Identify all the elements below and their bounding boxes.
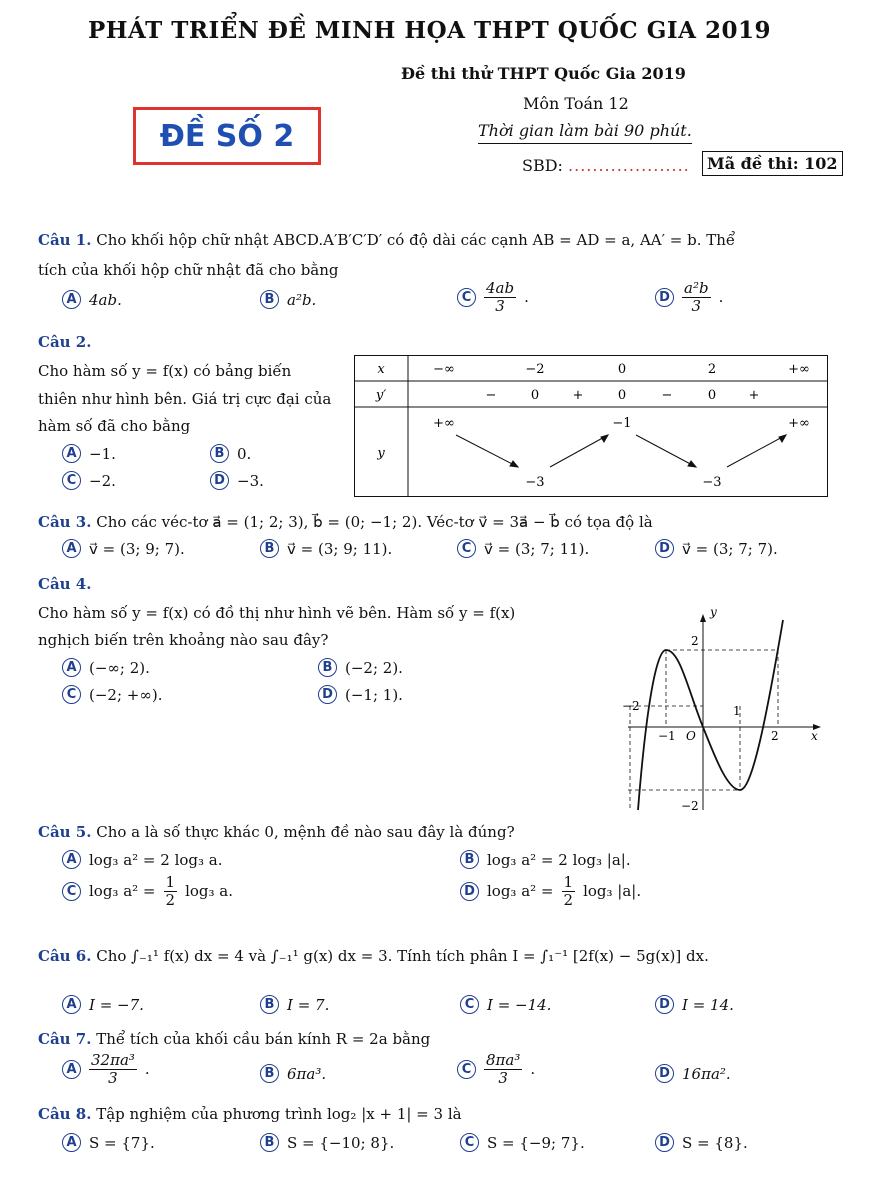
question-1-text-2: tích của khối hộp chữ nhật đã cho bằng bbox=[38, 261, 339, 279]
option-c-icon: C bbox=[460, 1133, 479, 1152]
sbd-label: SBD: .................... bbox=[522, 156, 690, 175]
function-graph bbox=[618, 600, 828, 815]
option-d-icon: D bbox=[655, 1133, 674, 1152]
variation-table bbox=[354, 355, 829, 498]
graph-y-axis-label: y bbox=[710, 605, 717, 619]
q5-option-d[interactable]: D log₃ a² = $\frac{1}{2}$ log₃ |a|. bbox=[460, 874, 641, 908]
time-line: Thời gian làm bài 90 phút. bbox=[478, 121, 692, 144]
graph-origin-label: O bbox=[686, 729, 696, 743]
option-a-icon: A bbox=[62, 290, 81, 309]
table-y-label: y bbox=[377, 446, 385, 461]
option-d-icon: D bbox=[655, 995, 674, 1014]
question-1-text: Câu 1. Cho khối hộp chữ nhật ABCD.A′B′C′D′ có độ dài các cạnh AB = AD = a, AA′ = b. Thể bbox=[38, 231, 736, 249]
q1-option-c[interactable]: C $\frac{4ab}{3}$ . bbox=[457, 280, 529, 314]
q4-option-b[interactable]: B (−2; 2). bbox=[318, 658, 403, 677]
question-7-text: Câu 7. Thể tích của khối cầu bán kính R = 2a bằng bbox=[38, 1030, 431, 1048]
q7-option-b[interactable]: B 6πa³. bbox=[260, 1064, 326, 1083]
q4-option-c[interactable]: C (−2; +∞). bbox=[62, 685, 162, 704]
q2-option-c[interactable]: C −2. bbox=[62, 471, 116, 490]
graph-label: 2 bbox=[691, 634, 699, 648]
option-b-icon: B bbox=[260, 1064, 279, 1083]
q2-option-b[interactable]: B 0. bbox=[210, 444, 251, 463]
table-sign: − bbox=[485, 388, 497, 403]
table-arrows bbox=[456, 435, 786, 467]
option-c-icon: C bbox=[62, 685, 81, 704]
option-a-icon: A bbox=[62, 658, 81, 677]
option-d-icon: D bbox=[460, 882, 479, 901]
option-a-icon: A bbox=[62, 539, 81, 558]
exam-line: Đề thi thử THPT Quốc Gia 2019 bbox=[401, 64, 686, 83]
table-x-val: +∞ bbox=[788, 362, 810, 377]
q1-option-a[interactable]: A 4ab. bbox=[62, 290, 122, 309]
q1-option-d[interactable]: D $\frac{\text{a²b}}{3}$ . bbox=[655, 280, 723, 314]
table-y-val: −3 bbox=[525, 475, 545, 490]
table-x-val: 2 bbox=[707, 362, 717, 377]
table-yprime-label: y′ bbox=[375, 388, 387, 403]
question-4-label: Câu 4. bbox=[38, 575, 92, 593]
graph-label: 2 bbox=[771, 729, 779, 743]
graph-curve bbox=[638, 620, 783, 810]
option-b-icon: B bbox=[260, 539, 279, 558]
q5-option-c[interactable]: C log₃ a² = $\frac{1}{2}$ log₃ a. bbox=[62, 874, 233, 908]
table-x-val: 0 bbox=[617, 362, 627, 377]
question-8-text: Câu 8. Tập nghiệm của phương trình log₂ |x + 1| = 3 là bbox=[38, 1105, 462, 1123]
option-b-icon: B bbox=[260, 1133, 279, 1152]
option-d-icon: D bbox=[655, 1064, 674, 1083]
graph-label: 1 bbox=[733, 704, 741, 718]
q3-option-c[interactable]: C v⃗ = (3; 7; 11). bbox=[457, 539, 589, 558]
option-d-icon: D bbox=[318, 685, 337, 704]
table-y-val: +∞ bbox=[788, 416, 810, 431]
option-b-icon: B bbox=[210, 444, 229, 463]
q4-option-a[interactable]: A (−∞; 2). bbox=[62, 658, 150, 677]
q3-option-d[interactable]: D v⃗ = (3; 7; 7). bbox=[655, 539, 778, 558]
table-y-val: −1 bbox=[612, 416, 632, 431]
table-sign: + bbox=[572, 388, 584, 403]
table-y-val: +∞ bbox=[433, 416, 455, 431]
option-a-icon: A bbox=[62, 850, 81, 869]
table-x-val: −2 bbox=[525, 362, 545, 377]
table-x-label: x bbox=[377, 362, 385, 377]
option-a-icon: A bbox=[62, 1133, 81, 1152]
table-x-val: −∞ bbox=[433, 362, 455, 377]
table-sign: 0 bbox=[707, 388, 717, 403]
table-sign: 0 bbox=[617, 388, 627, 403]
de-so-box: ĐỀ SỐ 2 bbox=[133, 107, 321, 165]
option-b-icon: B bbox=[260, 290, 279, 309]
q2-option-a[interactable]: A −1. bbox=[62, 444, 116, 463]
table-sign: + bbox=[748, 388, 760, 403]
question-2-text-1: Cho hàm số y = f(x) có bảng biến bbox=[38, 362, 292, 380]
graph-label: −2 bbox=[681, 799, 699, 813]
q2-option-d[interactable]: D −3. bbox=[210, 471, 264, 490]
q3-option-b[interactable]: B v⃗ = (3; 9; 11). bbox=[260, 539, 392, 558]
q7-option-d[interactable]: D 16πa². bbox=[655, 1064, 731, 1083]
q8-option-d[interactable]: D S = {8}. bbox=[655, 1133, 748, 1152]
option-c-icon: C bbox=[457, 1060, 476, 1079]
q5-option-b[interactable]: B log₃ a² = 2 log₃ |a|. bbox=[460, 850, 631, 869]
q8-option-a[interactable]: A S = {7}. bbox=[62, 1133, 155, 1152]
q6-option-c[interactable]: C I = −14. bbox=[460, 995, 551, 1014]
option-c-icon: C bbox=[457, 539, 476, 558]
q4-option-d[interactable]: D (−1; 1). bbox=[318, 685, 403, 704]
q5-option-a[interactable]: A log₃ a² = 2 log₃ a. bbox=[62, 850, 223, 869]
option-c-icon: C bbox=[62, 471, 81, 490]
option-d-icon: D bbox=[655, 539, 674, 558]
q6-option-d[interactable]: D I = 14. bbox=[655, 995, 734, 1014]
q3-option-a[interactable]: A v⃗ = (3; 9; 7). bbox=[62, 539, 185, 558]
question-6-text: Câu 6. Cho ∫₋₁¹ f(x) dx = 4 và ∫₋₁¹ g(x) dx = 3. Tính tích phân I = ∫₁⁻¹ [2f(x) − 5g(x)] dx. bbox=[38, 947, 709, 965]
option-b-icon: B bbox=[318, 658, 337, 677]
question-5-text: Câu 5. Cho a là số thực khác 0, mệnh đề nào sau đây là đúng? bbox=[38, 823, 515, 841]
page-title: PHÁT TRIỂN ĐỀ MINH HỌA THPT QUỐC GIA 2019 bbox=[88, 17, 771, 44]
table-sign: 0 bbox=[530, 388, 540, 403]
table-sign: − bbox=[661, 388, 673, 403]
q6-option-b[interactable]: B I = 7. bbox=[260, 995, 329, 1014]
option-a-icon: A bbox=[62, 1060, 81, 1079]
q1-option-b[interactable]: B a²b. bbox=[260, 290, 316, 309]
option-d-icon: D bbox=[655, 288, 674, 307]
question-2-text-3: hàm số đã cho bằng bbox=[38, 417, 191, 435]
option-b-icon: B bbox=[260, 995, 279, 1014]
exam-code-box: Mã đề thi: 102 bbox=[702, 151, 843, 176]
option-c-icon: C bbox=[460, 995, 479, 1014]
q7-option-c[interactable]: C $\frac{\text{8πa³}}{3}$ . bbox=[457, 1052, 535, 1086]
option-a-icon: A bbox=[62, 995, 81, 1014]
option-c-icon: C bbox=[457, 288, 476, 307]
table-y-val: −3 bbox=[702, 475, 722, 490]
graph-x-axis-label: x bbox=[811, 729, 818, 743]
graph-label: −1 bbox=[658, 729, 676, 743]
option-b-icon: B bbox=[460, 850, 479, 869]
question-2-text-2: thiên như hình bên. Giá trị cực đại của bbox=[38, 390, 332, 408]
option-c-icon: C bbox=[62, 882, 81, 901]
graph-label: −2 bbox=[622, 699, 640, 713]
question-4-text-1: Cho hàm số y = f(x) có đồ thị như hình vẽ bên. Hàm số y = f(x) bbox=[38, 604, 516, 622]
option-d-icon: D bbox=[210, 471, 229, 490]
question-3-text: Câu 3. Cho các véc-tơ a⃗ = (1; 2; 3), b⃗ = (0; −1; 2). Véc-tơ v⃗ = 3a⃗ − b⃗ có tọa độ là bbox=[38, 513, 653, 531]
subject-line: Môn Toán 12 bbox=[523, 94, 629, 113]
q7-option-a[interactable]: A $\frac{\text{32πa³}}{3}$ . bbox=[62, 1052, 150, 1086]
question-2-label: Câu 2. bbox=[38, 333, 92, 351]
option-a-icon: A bbox=[62, 444, 81, 463]
q6-option-a[interactable]: A I = −7. bbox=[62, 995, 144, 1014]
q8-option-c[interactable]: C S = {−9; 7}. bbox=[460, 1133, 585, 1152]
q8-option-b[interactable]: B S = {−10; 8}. bbox=[260, 1133, 394, 1152]
question-4-text-2: nghịch biến trên khoảng nào sau đây? bbox=[38, 631, 329, 649]
